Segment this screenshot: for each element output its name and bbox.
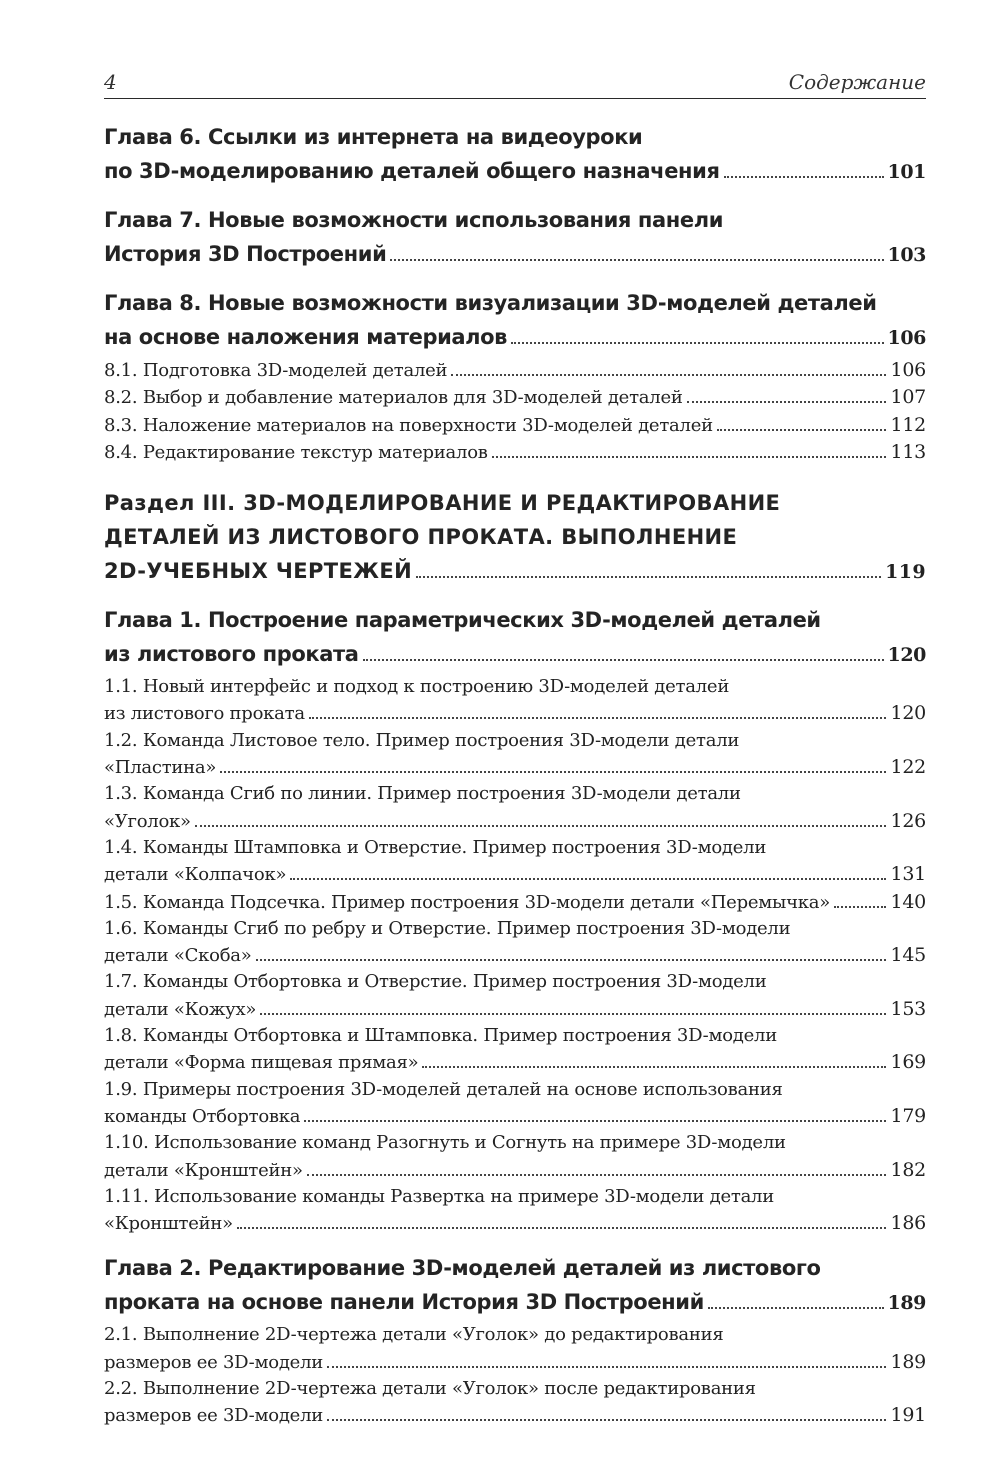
- toc-line: [104, 486, 926, 520]
- toc-page-number: 191: [890, 1404, 926, 1427]
- toc-line: [104, 942, 926, 969]
- toc-entry-text: Глава 6. Ссылки из интернета на видеоуроки: [104, 125, 643, 149]
- toc-entry-text: 8.4. Редактирование текстур материалов: [104, 441, 488, 463]
- toc-page-number: 107: [890, 386, 926, 409]
- toc-entry-text: детали «Скоба»: [104, 945, 252, 967]
- toc-entry-text: на основе наложения материалов: [104, 325, 508, 349]
- toc-section-8-3: [104, 412, 926, 439]
- dot-leader: [687, 401, 887, 403]
- toc-line: [104, 1023, 926, 1049]
- toc-line: [104, 1322, 926, 1348]
- toc-line: [104, 1402, 926, 1429]
- toc-line: [104, 728, 926, 754]
- toc-entry-text: размеров ее 3D-модели: [104, 1405, 324, 1427]
- toc-line: [104, 154, 926, 189]
- toc-section-1-4: [104, 835, 926, 889]
- toc-line: [104, 1184, 926, 1210]
- toc-line: [104, 1285, 926, 1320]
- toc-section-1-10: [104, 1130, 926, 1184]
- toc-entry-text: 1.6. Команды Сгиб по ребру и Отверстие. Пример построения 3D-модели: [104, 917, 791, 939]
- toc-chapter-2: [104, 1251, 926, 1320]
- toc-entry-text: 1.5. Команда Подсечка. Пример построения 3D-модели детали «Перемычка»: [104, 891, 830, 913]
- toc-entry-text: проката на основе панели История 3D Построений: [104, 1290, 704, 1315]
- toc-page-number: 145: [890, 944, 926, 967]
- dot-leader: [304, 1120, 886, 1122]
- toc-section-1-8: [104, 1023, 926, 1077]
- toc-page-number: 131: [890, 863, 926, 886]
- dot-leader: [708, 1307, 884, 1309]
- dot-leader: [834, 906, 887, 908]
- dot-leader: [492, 456, 887, 458]
- toc-entry-text: детали «Кожух»: [104, 998, 257, 1020]
- toc-line: [104, 439, 926, 466]
- toc-section-1-5: [104, 889, 926, 916]
- dot-leader: [195, 825, 887, 827]
- toc-line: [104, 237, 926, 272]
- toc-line: [104, 1049, 926, 1076]
- toc-entry-text: История 3D Построений: [104, 242, 387, 266]
- toc-line: [104, 1130, 926, 1156]
- toc-entry-text: 2.2. Выполнение 2D-чертежа детали «Уголок» после редактирования: [104, 1378, 756, 1400]
- toc-part-3: [104, 486, 926, 589]
- toc-section-1-1: [104, 674, 926, 728]
- toc-chapter-6: [104, 120, 926, 189]
- toc-page-number: 120: [887, 644, 926, 667]
- toc-page-number: 189: [887, 1292, 926, 1315]
- toc-entry-text: команды Отбортовка: [104, 1105, 301, 1127]
- toc-entry-text: по 3D-моделированию деталей общего назначения: [104, 159, 720, 183]
- toc-line: [104, 1251, 926, 1285]
- toc-page-number: 179: [890, 1104, 926, 1127]
- toc-entry-text: из листового проката: [104, 642, 359, 667]
- toc-page-number: 103: [887, 244, 926, 266]
- toc-section-1-6: [104, 916, 926, 970]
- toc-page-number: 126: [890, 809, 926, 832]
- toc-line: [104, 637, 926, 672]
- toc-entry-text: детали «Кронштейн»: [104, 1159, 303, 1181]
- toc-line: [104, 384, 926, 411]
- toc-page-number: 153: [890, 997, 926, 1020]
- toc-line: [104, 916, 926, 942]
- toc-line: [104, 286, 926, 320]
- toc-line: [104, 1157, 926, 1184]
- toc-line: [104, 554, 926, 589]
- toc-entry-text: 1.2. Команда Листовое тело. Пример построения 3D-модели детали: [104, 729, 740, 751]
- toc-line: [104, 1349, 926, 1376]
- toc-entry-text: детали «Колпачок»: [104, 864, 287, 886]
- toc-entry-text: 1.1. Новый интерфейс и подход к построению 3D-моделей деталей: [104, 676, 730, 698]
- dot-leader: [237, 1227, 887, 1229]
- toc-entry-text: 1.9. Примеры построения 3D-моделей деталей на основе использования: [104, 1078, 783, 1100]
- toc-line: [104, 674, 926, 700]
- toc-section-1-7: [104, 969, 926, 1023]
- dot-leader: [717, 429, 887, 431]
- dot-leader: [260, 1013, 886, 1015]
- dot-leader: [327, 1366, 886, 1368]
- toc-page-number: 122: [890, 756, 926, 779]
- toc-entry-text: 8.2. Выбор и добавление материалов для 3D-моделей деталей: [104, 387, 683, 409]
- toc-entry-text: Раздел III. 3D-МОДЕЛИРОВАНИЕ И РЕДАКТИРОВАНИЕ: [104, 491, 781, 516]
- toc-line: [104, 969, 926, 995]
- toc-line: [104, 808, 926, 835]
- toc-line: [104, 1210, 926, 1237]
- toc-section-8-2: [104, 384, 926, 411]
- toc-line: [104, 754, 926, 781]
- toc-entry-text: 1.4. Команды Штамповка и Отверстие. Пример построения 3D-модели: [104, 836, 767, 858]
- dot-leader: [363, 659, 884, 661]
- toc-entry-text: 8.3. Наложение материалов на поверхности 3D-моделей деталей: [104, 414, 713, 436]
- dot-leader: [220, 771, 886, 773]
- dot-leader: [309, 717, 887, 719]
- toc-line: [104, 603, 926, 637]
- toc-line: [104, 781, 926, 807]
- toc-line: [104, 1376, 926, 1402]
- toc-section-8-1: [104, 357, 926, 384]
- toc-line: [104, 120, 926, 154]
- toc-page-number: 106: [890, 359, 926, 381]
- toc-page-number: 113: [890, 440, 926, 463]
- toc-section-2-2: [104, 1376, 926, 1430]
- toc-line: [104, 996, 926, 1023]
- toc-entry-text: «Пластина»: [104, 757, 217, 779]
- toc-chapter-7: [104, 203, 926, 272]
- dot-leader: [390, 259, 883, 261]
- toc-entry-text: размеров ее 3D-модели: [104, 1351, 324, 1373]
- toc-section-2-1: [104, 1322, 926, 1376]
- toc-line: [104, 520, 926, 554]
- toc-page-number: 120: [890, 702, 926, 725]
- toc-entry-text: «Кронштейн»: [104, 1213, 233, 1235]
- toc-line: [104, 861, 926, 888]
- toc-entry-text: 1.11. Использование команды Развертка на примере 3D-модели детали: [104, 1185, 774, 1207]
- toc-entry-text: 1.10. Использование команд Разогнуть и Согнуть на примере 3D-модели: [104, 1132, 786, 1154]
- toc-chapter-8: [104, 286, 926, 355]
- toc-entry-text: Глава 1. Построение параметрических 3D-моделей деталей: [104, 608, 821, 633]
- dot-leader: [307, 1174, 887, 1176]
- page-number: 4: [104, 70, 117, 94]
- toc-section-1-11: [104, 1184, 926, 1238]
- toc-line: [104, 357, 926, 384]
- toc-section-1-3: [104, 781, 926, 835]
- toc-entry-text: 2.1. Выполнение 2D-чертежа детали «Уголок» до редактирования: [104, 1324, 724, 1346]
- toc-page-number: 140: [890, 890, 926, 913]
- table-of-contents: [104, 120, 926, 1430]
- toc-entry-text: детали «Форма пищевая прямая»: [104, 1052, 419, 1074]
- dot-leader: [290, 878, 886, 880]
- toc-page-number: 169: [890, 1051, 926, 1074]
- dot-leader: [327, 1419, 886, 1421]
- toc-section-1-2: [104, 728, 926, 782]
- toc-line: [104, 412, 926, 439]
- toc-entry-text: Глава 2. Редактирование 3D-моделей деталей из листового: [104, 1256, 821, 1281]
- toc-entry-text: 8.1. Подготовка 3D-моделей деталей: [104, 360, 448, 381]
- toc-page-number: 101: [887, 161, 926, 183]
- toc-entry-text: ДЕТАЛЕЙ ИЗ ЛИСТОВОГО ПРОКАТА. ВЫПОЛНЕНИЕ: [104, 525, 738, 550]
- toc-line: [104, 203, 926, 237]
- toc-page-number: 106: [887, 327, 926, 349]
- toc-line: [104, 889, 926, 916]
- toc-entry-text: 1.8. Команды Отбортовка и Штамповка. Пример построения 3D-модели: [104, 1025, 777, 1047]
- toc-page-number: 182: [890, 1158, 926, 1181]
- running-header: [104, 66, 926, 99]
- toc-entry-text: из листового проката: [104, 703, 305, 725]
- toc-page-number: 186: [890, 1212, 926, 1235]
- dot-leader: [724, 176, 884, 178]
- dot-leader: [416, 576, 881, 578]
- dot-leader: [451, 374, 886, 376]
- toc-chapter-1: [104, 603, 926, 672]
- toc-line: [104, 1103, 926, 1130]
- toc-line: [104, 700, 926, 727]
- toc-entry-text: 2D-УЧЕБНЫХ ЧЕРТЕЖЕЙ: [104, 559, 413, 584]
- toc-section-1-9: [104, 1077, 926, 1131]
- dot-leader: [511, 342, 883, 344]
- toc-page-number: 189: [890, 1350, 926, 1373]
- dot-leader: [422, 1066, 886, 1068]
- running-title: Содержание: [788, 70, 926, 94]
- toc-page-number: 112: [890, 413, 926, 436]
- toc-entry-text: 1.3. Команда Сгиб по линии. Пример построения 3D-модели детали: [104, 783, 741, 805]
- toc-section-8-4: [104, 439, 926, 466]
- toc-page-number: 119: [885, 561, 926, 584]
- dot-leader: [256, 959, 887, 961]
- toc-entry-text: Глава 7. Новые возможности использования панели: [104, 208, 724, 232]
- toc-line: [104, 835, 926, 861]
- toc-line: [104, 320, 926, 355]
- toc-line: [104, 1077, 926, 1103]
- toc-entry-text: Глава 8. Новые возможности визуализации 3D-моделей деталей: [104, 291, 877, 315]
- toc-entry-text: 1.7. Команды Отбортовка и Отверстие. Пример построения 3D-модели: [104, 971, 767, 993]
- toc-entry-text: «Уголок»: [104, 810, 191, 832]
